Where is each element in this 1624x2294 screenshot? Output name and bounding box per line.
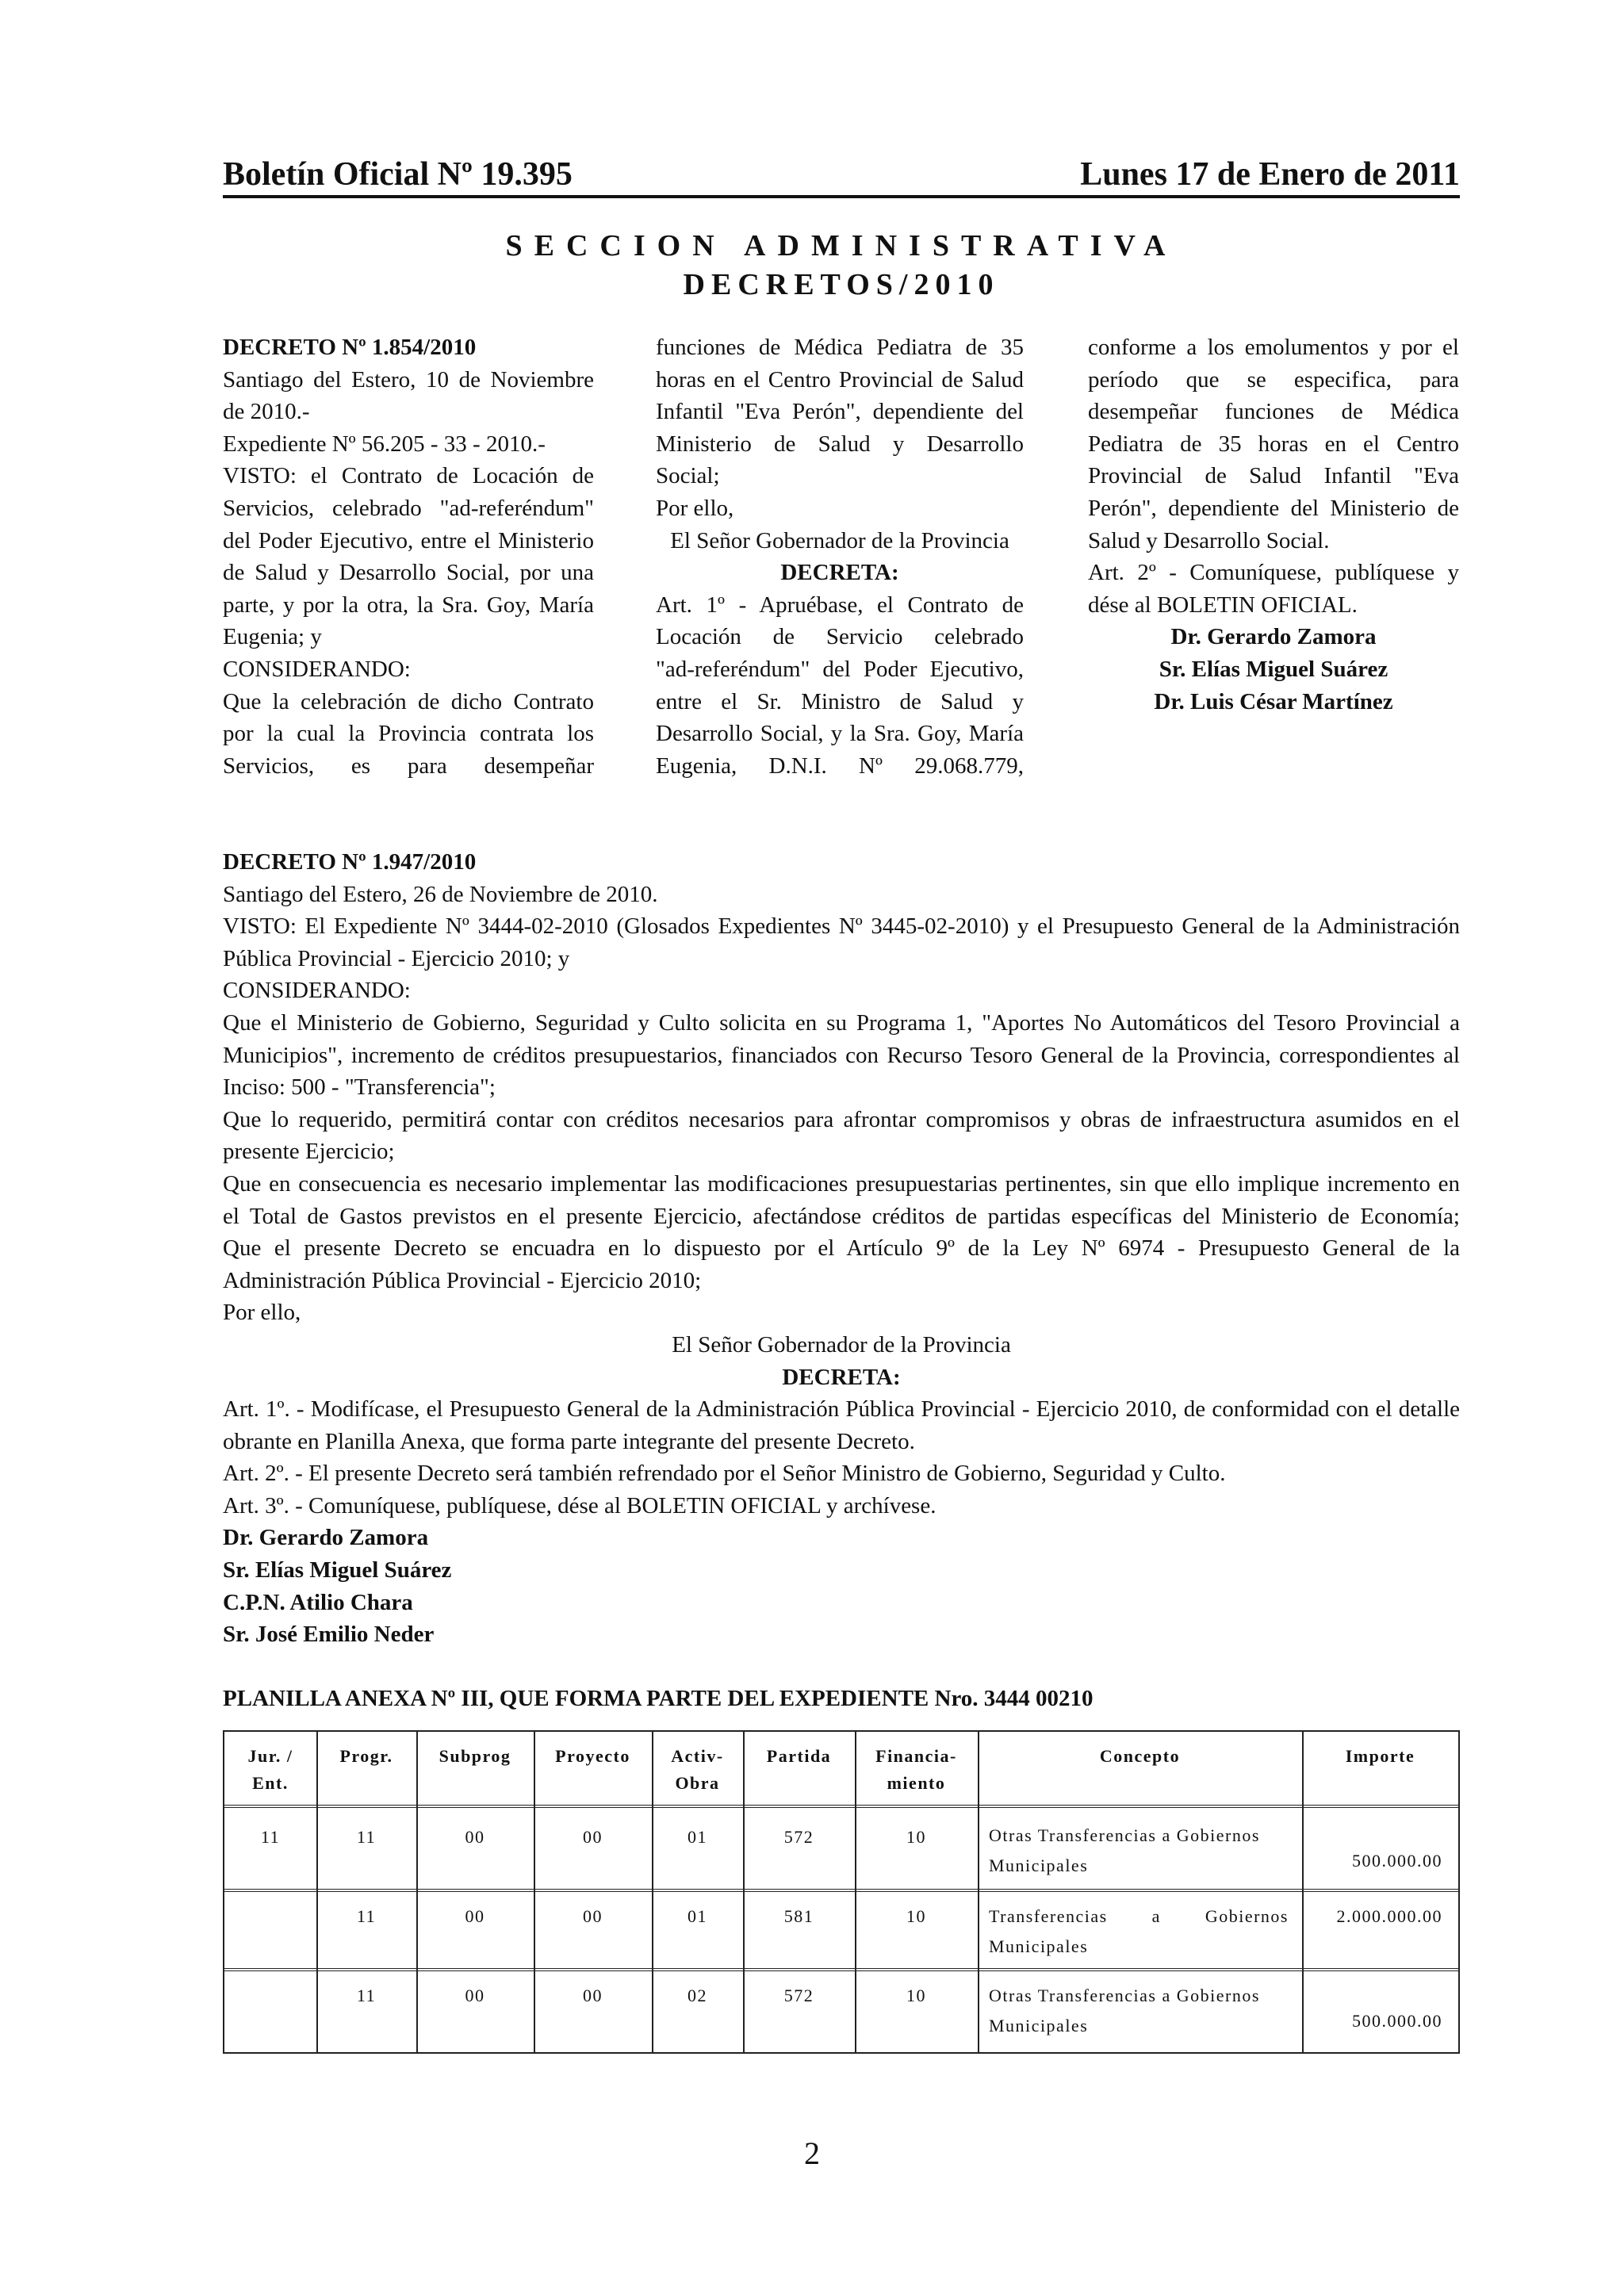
text-line: Desarrollo Social, y la Sra. Goy, María [656,721,1024,747]
text-line: Infantil "Eva Perón", dependiente del [656,399,1024,425]
text-line: Perón", dependiente del Ministerio de [1088,495,1459,521]
text-line: obrante en Planilla Anexa, que forma parte integrante del presente Decreto. [223,1428,915,1454]
concepto-line: Municipales [989,1855,1089,1875]
cell-concepto [989,1901,1289,1962]
text-line: Por ello, [656,495,734,521]
text-line: Art. 3º. - Comuníquese, publíquese, dése al BOLETIN OFICIAL y archívese. [223,1492,936,1518]
text-line: El Señor Gobernador de la Provincia [670,527,1009,553]
header-label: Jur. / [247,1746,293,1766]
signature: C.P.N. Atilio Chara [223,1589,413,1615]
cell-financiamiento: 10 [906,1986,926,2005]
text-line: Art. 2º. - El presente Decreto será también refrendado por el Señor Ministro de Gobierno, Seguridad y Culto. [223,1461,1226,1487]
text-line: Pediatra de 35 horas en el Centro [1088,431,1459,457]
header-activ [652,1743,743,1797]
text-line: Art. 1º. - Modifícase, el Presupuesto General de la Administración Pública Provincial - Ejercicio 2010, de conformidad con el detalle [223,1396,1460,1423]
text-line: VISTO: El Expediente Nº 3444-02-2010 (Glosados Expedientes Nº 3445-02-2010) y el Presupuesto General de la Administración [223,913,1460,940]
cell-importe: 500.000.00 [1352,1851,1442,1871]
cell-partida: 581 [783,1906,814,1926]
decree-2-title: DECRETO Nº 1.947/2010 [223,849,477,875]
header-subprog: Subprog [439,1746,511,1766]
table-row [224,1971,1458,2054]
section-title: SECCION ADMINISTRATIVA [505,229,1178,262]
text-line: presente Ejercicio; [223,1139,395,1165]
decreta-heading: DECRETA: [782,1364,901,1390]
header-partida: Partida [766,1746,832,1766]
signature: Sr. Elías Miguel Suárez [223,1557,452,1584]
decree-1-column-2 [656,331,1024,782]
text-line: Que el presente Decreto se encuadra en lo dispuesto por el Artículo 9º de la Ley Nº 6974 - Presupuesto General de la [223,1235,1460,1262]
signature: Sr. Elías Miguel Suárez [1159,656,1388,682]
text-line: Municipios", incremento de créditos presupuestarios, financiados con Recurso Tesoro General de la Provincia, correspondientes al [223,1042,1460,1068]
text-line: Pública Provincial - Ejercicio 2010; y [223,945,570,971]
text-line: Por ello, [223,1300,301,1326]
planilla-table [223,1730,1460,2054]
cell-subprog: 00 [465,1827,485,1847]
signature: Dr. Luis César Martínez [1154,688,1393,714]
signature: Dr. Gerardo Zamora [1170,624,1377,650]
text-line: Que el Ministerio de Gobierno, Seguridad y Culto solicita en su Programa 1, "Aportes No Automáticos del Tesoro Provincial a [223,1009,1460,1036]
text-line: Administración Pública Provincial - Ejercicio 2010; [223,1267,702,1293]
text-line: "ad-referéndum" del Poder Ejecutivo, [656,656,1024,682]
text-line: del Poder Ejecutivo, entre el Ministerio [223,527,594,553]
planilla-title: PLANILLA ANEXA Nº III, QUE FORMA PARTE DEL EXPEDIENTE Nro. 3444 00210 [223,1685,1094,1711]
table-row [224,1892,1458,1968]
text-line: Que la celebración de dicho Contrato [223,688,594,714]
concepto-line: Otras Transferencias a Gobiernos [989,1986,1260,2005]
text-line: por la cual la Provincia contrata los [223,721,594,747]
text-line: desempeñar funciones de Médica [1088,399,1459,425]
cell-progr: 11 [356,1986,377,2005]
text-line: dése al BOLETIN OFICIAL. [1088,592,1358,618]
cell-proyecto: 00 [583,1986,603,2005]
header-label: miento [887,1773,946,1793]
text-line: horas en el Centro Provincial de Salud [656,366,1024,393]
cell-concepto [989,1821,1289,1881]
concepto-line: Municipales [989,2016,1089,2035]
header-label: Activ- [671,1746,724,1766]
cell-subprog: 00 [465,1986,485,2005]
table-row [224,1808,1458,1889]
signature: Sr. José Emilio Neder [223,1622,435,1648]
cell-progr: 11 [356,1827,377,1847]
decree-1-title: DECRETO Nº 1.854/2010 [223,335,477,360]
header-label: Obra [675,1773,720,1793]
text-line: CONSIDERANDO: [223,656,411,682]
cell-activ: 01 [688,1906,707,1926]
text-line: Eugenia, D.N.I. Nº 29.068.779, [656,753,1024,779]
decree-1-column-1 [223,331,594,782]
decreta-heading: DECRETA: [780,560,899,586]
text-line: Santiago del Estero, 26 de Noviembre de 2010. [223,881,658,907]
text-line: Art. 2º - Comuníquese, publíquese y [1088,560,1459,586]
cell-subprog: 00 [465,1906,485,1926]
text-line: Social; [656,463,720,489]
header-financiamiento [855,1743,978,1797]
concepto-line: Otras Transferencias a Gobiernos [989,1825,1260,1845]
bulletin-number: Boletín Oficial Nº 19.395 [223,156,573,193]
text-line: entre el Sr. Ministro de Salud y [656,688,1024,714]
header-label: Financia- [875,1746,957,1766]
header-jur [224,1743,316,1797]
text-line: El Señor Gobernador de la Provincia [672,1331,1011,1358]
cell-progr: 11 [356,1906,377,1926]
text-line: Servicios, es para desempeñar [223,753,594,779]
signature: Dr. Gerardo Zamora [223,1525,429,1551]
text-line: Provincial de Salud Infantil "Eva [1088,463,1459,489]
text-line: Que lo requerido, permitirá contar con créditos necesarios para afrontar compromisos y obras de infraestructura asumidos en el [223,1106,1460,1132]
text-line: de 2010.- [223,399,310,425]
cell-importe: 2.000.000.00 [1336,1906,1442,1926]
text-line: parte, y por la otra, la Sra. Goy, María [223,592,594,618]
page-number: 2 [804,2135,820,2171]
cell-proyecto: 00 [583,1827,603,1847]
header-label: Ent. [252,1773,289,1793]
text-line: Expediente Nº 56.205 - 33 - 2010.- [223,431,546,457]
text-line: Salud y Desarrollo Social. [1088,527,1330,553]
bulletin-date: Lunes 17 de Enero de 2011 [1080,156,1460,193]
cell-concepto [989,1981,1289,2041]
cell-financiamiento: 10 [906,1906,926,1926]
text-line: Santiago del Estero, 10 de Noviembre [223,366,594,393]
text-line: de Salud y Desarrollo Social, por una [223,560,594,586]
text-line: CONSIDERANDO: [223,978,411,1004]
text-line: Ministerio de Salud y Desarrollo [656,431,1024,457]
text-line: funciones de Médica Pediatra de 35 [656,335,1024,360]
text-line: Inciso: 500 - "Transferencia"; [223,1074,496,1101]
cell-jur: 11 [260,1827,281,1847]
decree-1-column-3 [1088,331,1459,718]
header-progr: Progr. [339,1746,393,1766]
page-header [223,155,1460,198]
concepto-line: Transferencias a Gobiernos [989,1906,1289,1926]
text-line: Que en consecuencia es necesario implementar las modificaciones presupuestarias pertinentes, sin que ello implique incremento en [223,1170,1460,1197]
section-subtitle: DECRETOS/2010 [683,268,1000,301]
decree-2 [223,846,1460,1714]
cell-importe: 500.000.00 [1352,2011,1442,2031]
text-line: Servicios, celebrado "ad-referéndum" [223,495,594,521]
header-proyecto: Proyecto [555,1746,630,1766]
cell-activ: 02 [688,1986,707,2005]
text-line: el Total de Gastos previstos en el presente Ejercicio, afectándose créditos de partidas específicas del Ministerio de Economía; [223,1203,1460,1229]
header-concepto: Concepto [1099,1746,1181,1766]
concepto-line: Municipales [989,1936,1089,1956]
table-header [224,1732,1458,1808]
text-line: período que se especifica, para [1088,366,1459,393]
text-line: Eugenia; y [223,624,322,650]
text-line: conforme a los emolumentos y por el [1088,335,1459,360]
cell-financiamiento: 10 [906,1827,926,1847]
text-line: VISTO: el Contrato de Locación de [223,463,594,489]
cell-activ: 01 [688,1827,707,1847]
header-importe: Importe [1345,1746,1415,1766]
cell-partida: 572 [783,1827,814,1847]
cell-proyecto: 00 [583,1906,603,1926]
text-line: Art. 1º - Apruébase, el Contrato de [656,592,1024,618]
cell-partida: 572 [783,1986,814,2005]
text-line: Locación de Servicio celebrado [656,624,1024,650]
